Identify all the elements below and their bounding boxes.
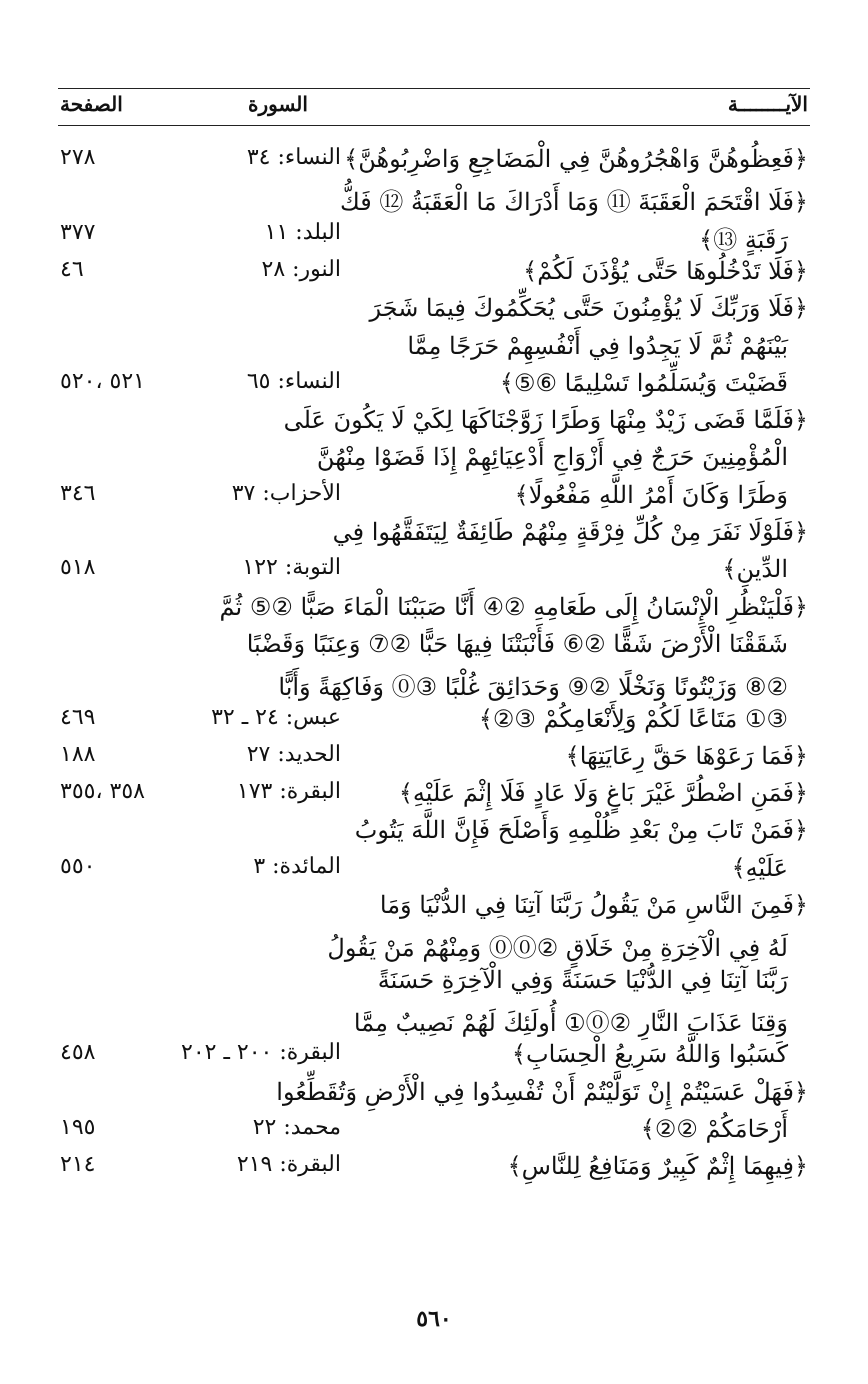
ayah-line: بَيْنَهُمْ ثُمَّ لَا يَجِدُوا فِي أَنْفُسِهِمْ حَرَجًا مِمَّا [407, 331, 788, 360]
surah-reference: النور: ٢٨ [261, 256, 341, 282]
page-reference: ٢٧٨ [60, 145, 96, 170]
ayah-line: رَقَبَةٍ ⑬﴾ [699, 225, 788, 254]
ayah-line: ②⑧ وَزَيْتُونًا وَنَخْلًا ②⑨ وَحَدَائِقَ غُلْبًا ③⓪ وَفَاكِهَةً وَأَبًّا [278, 673, 788, 702]
page-reference: ٤٥٨ [60, 1040, 96, 1066]
ayah-line: ﴿فَمَا رَعَوْهَا حَقَّ رِعَايَتِهَا﴾ [565, 741, 808, 770]
page-reference: ٣٧٧ [60, 219, 96, 245]
surah-reference: البلد: ١١ [264, 219, 341, 245]
ayah-line: ﴿فَلَا اقْتَحَمَ الْعَقَبَةَ ⑪ وَمَا أَدْرَاكَ مَا الْعَقَبَةُ ⑫ فَكُّ [340, 188, 808, 217]
page-reference: ٣٤٦ [60, 480, 96, 506]
ayah-line: وَطَرًا وَكَانَ أَمْرُ اللَّهِ مَفْعُولًا﴾ [514, 480, 788, 509]
page-reference: ٤٦٩ [60, 704, 96, 730]
top-rule [58, 88, 810, 89]
page-reference: ٥٥٠ [60, 853, 96, 879]
surah-reference: البقرة: ١٧٣ [236, 779, 341, 805]
surah-reference: التوبة: ١٢٢ [242, 555, 341, 581]
surah-reference: النساء: ٣٤ [246, 145, 341, 170]
ayah-line: عَلَيْهِ﴾ [731, 853, 788, 882]
ayah-line: ﴿فَلْيَنْظُرِ الْإِنْسَانُ إِلَى طَعَامِهِ ②④ أَنَّا صَبَبْنَا الْمَاءَ صَبًّا ②⑤ ثُمَّ [219, 592, 808, 621]
ayah-line: ﴿فَعِظُوهُنَّ وَاهْجُرُوهُنَّ فِي الْمَضَاجِعِ وَاضْرِبُوهُنَّ﴾ [344, 145, 808, 173]
header-rule [58, 125, 810, 126]
ayah-line: ﴿فَلَا وَرَبِّكَ لَا يُؤْمِنُونَ حَتَّى يُحَكِّمُوكَ فِيمَا شَجَرَ [369, 294, 808, 323]
ayah-line: الدِّينِ﴾ [722, 555, 788, 584]
surah-reference: المائدة: ٣ [253, 853, 341, 879]
ayah-line: قَضَيْتَ وَيُسَلِّمُوا تَسْلِيمًا ⑥⑤﴾ [499, 368, 788, 397]
surah-reference: عبس: ٢٤ ـ ٣٢ [211, 704, 341, 730]
ayah-column-header: الآيــــــــة [727, 92, 808, 116]
surah-reference: محمد: ٢٢ [252, 1114, 341, 1140]
page-number: ٥٦٠ [416, 1306, 452, 1332]
ayah-line: وَقِنَا عَذَابَ النَّارِ ②⓪① أُولَئِكَ لَهُمْ نَصِيبٌ مِمَّا [353, 1008, 788, 1037]
surah-reference: النساء: ٦٥ [246, 368, 341, 394]
page-reference: ٥١٨ [60, 555, 96, 581]
surah-reference: الحديد: ٢٧ [246, 741, 341, 767]
ayah-line: ﴿فَلَا تَدْخُلُوهَا حَتَّى يُؤْذَنَ لَكُمْ﴾ [523, 256, 808, 285]
page-reference: ١٩٥ [60, 1114, 96, 1140]
page-reference: ٣٥٨ ،٣٥٥ [60, 779, 145, 805]
surah-reference: البقرة: ٢١٩ [236, 1152, 341, 1178]
ayah-line: لَهُ فِي الْآخِرَةِ مِنْ خَلَاقٍ ②⓪⓪ وَمِنْهُمْ مَنْ يَقُولُ [327, 934, 788, 963]
page-reference: ٤٦ [60, 256, 84, 282]
page-reference: ٥٢١ ،٥٢٠ [60, 368, 145, 394]
ayah-line: أَرْحَامَكُمْ ②②﴾ [640, 1114, 788, 1143]
page-reference: ٢١٤ [60, 1152, 96, 1178]
surah-reference: البقرة: ٢٠٠ ـ ٢٠٢ [181, 1040, 341, 1066]
ayah-line: رَبَّنَا آتِنَا فِي الدُّنْيَا حَسَنَةً وَفِي الْآخِرَةِ حَسَنَةً [377, 965, 788, 994]
ayah-line: ﴿فِيهِمَا إِثْمٌ كَبِيرٌ وَمَنَافِعُ لِلنَّاسِ﴾ [507, 1152, 808, 1181]
ayah-line: ﴿فَمِنَ النَّاسِ مَنْ يَقُولُ رَبَّنَا آتِنَا فِي الدُّنْيَا وَمَا [379, 891, 808, 919]
ayah-line: كَسَبُوا وَاللَّهُ سَرِيعُ الْحِسَابِ﴾ [511, 1040, 788, 1069]
surah-column-header: السورة [248, 92, 308, 116]
ayah-line: ﴿فَلَمَّا قَضَى زَيْدٌ مِنْهَا وَطَرًا زَوَّجْنَاكَهَا لِكَيْ لَا يَكُونَ عَلَى [283, 406, 808, 435]
ayah-line: ③① مَتَاعًا لَكُمْ وَلِأَنْعَامِكُمْ ③②﴾ [478, 704, 788, 733]
ayah-line: ﴿فَهَلْ عَسَيْتُمْ إِنْ تَوَلَّيْتُمْ أَنْ تُفْسِدُوا فِي الْأَرْضِ وَتُقَطِّعُوا [276, 1077, 808, 1106]
ayah-line: شَقَقْنَا الْأَرْضَ شَقًّا ②⑥ فَأَنْبَتْنَا فِيهَا حَبًّا ②⑦ وَعِنَبًا وَقَضْبًا [246, 629, 788, 658]
ayah-line: ﴿فَمَنْ تَابَ مِنْ بَعْدِ ظُلْمِهِ وَأَصْلَحَ فَإِنَّ اللَّهَ يَتُوبُ [354, 816, 808, 845]
ayah-line: ﴿فَلَوْلَا نَفَرَ مِنْ كُلِّ فِرْقَةٍ مِنْهُمْ طَائِفَةٌ لِيَتَفَقَّهُوا فِي [332, 518, 808, 546]
ayah-line: الْمُؤْمِنِينَ حَرَجٌ فِي أَزْوَاجِ أَدْعِيَائِهِمْ إِذَا قَضَوْا مِنْهُنَّ [316, 443, 788, 472]
page-column-header: الصفحة [60, 92, 123, 116]
surah-reference: الأحزاب: ٣٧ [231, 480, 341, 506]
ayah-line: ﴿فَمَنِ اضْطُرَّ غَيْرَ بَاغٍ وَلَا عَادٍ فَلَا إِثْمَ عَلَيْهِ﴾ [398, 779, 808, 808]
page-reference: ١٨٨ [60, 741, 96, 767]
